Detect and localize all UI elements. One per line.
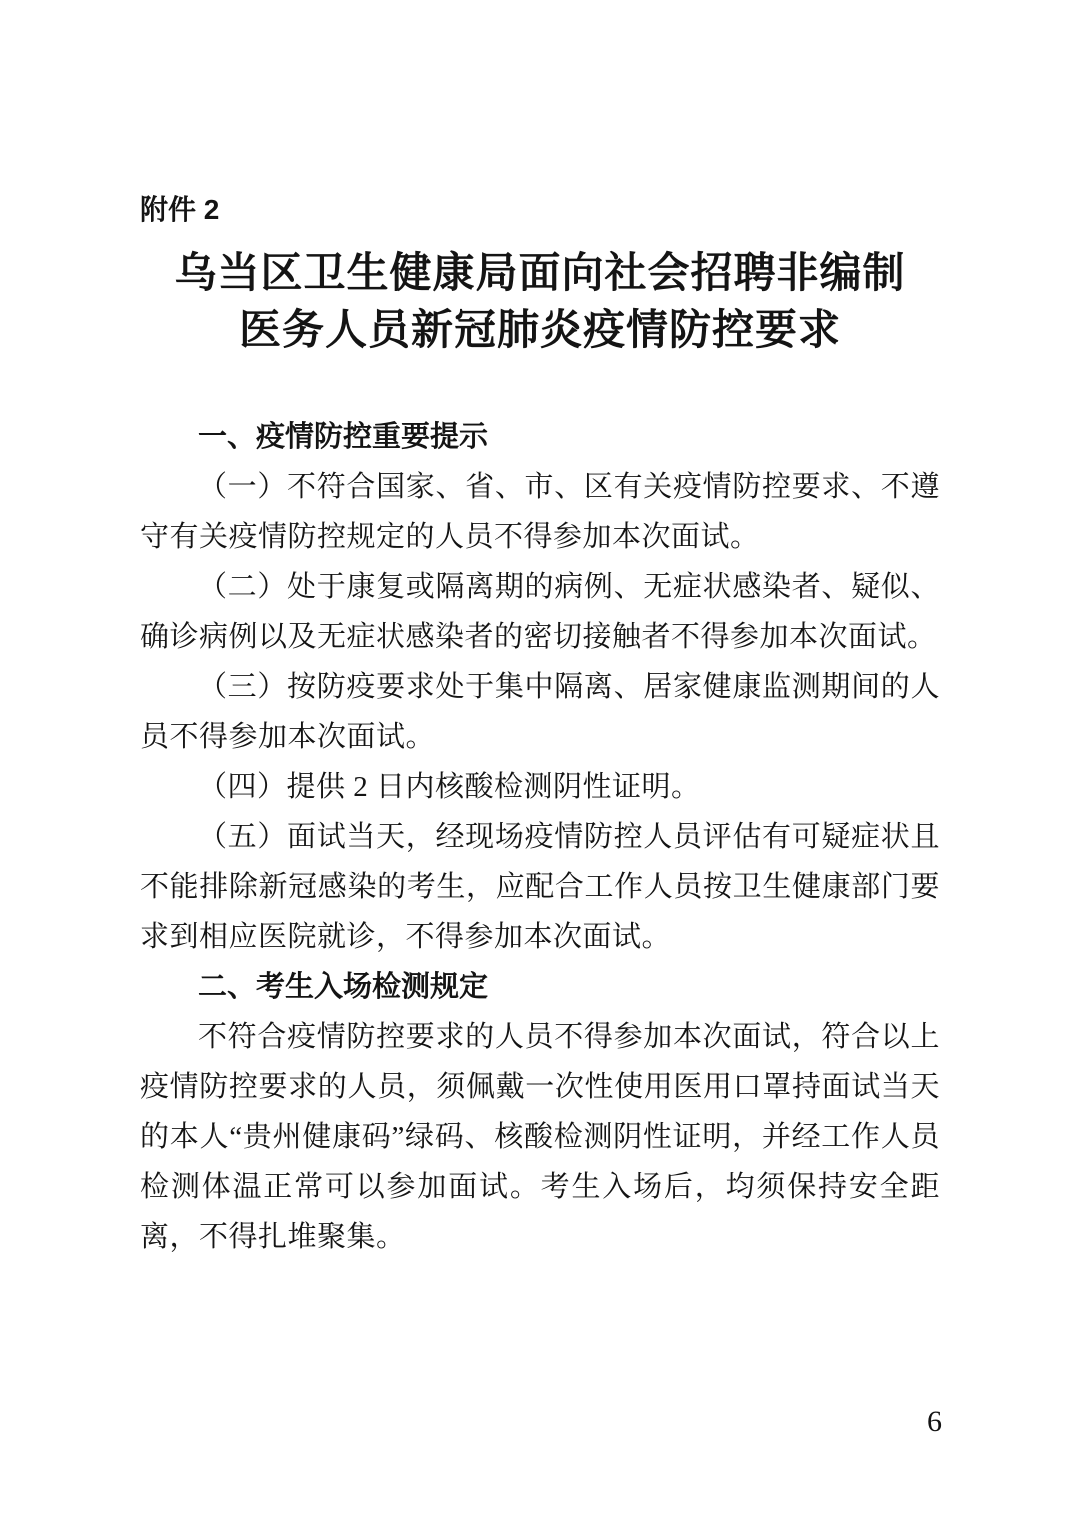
section-1-heading: 一、疫情防控重要提示 bbox=[198, 421, 489, 453]
document-title-line2: 医务人员新冠肺炎疫情防控要求 bbox=[238, 308, 841, 354]
document-title bbox=[140, 246, 940, 360]
section-1-paragraph-1: （一）不符合国家、省、市、区有关疫情防控要求、不遵守有关疫情防控规定的人员不得参加本次面试。 bbox=[140, 471, 940, 553]
attachment-label: 附件 2 bbox=[140, 194, 220, 225]
page-number: 6 bbox=[927, 1405, 942, 1438]
document-title-line1: 乌当区卫生健康局面向社会招聘非编制 bbox=[174, 251, 906, 297]
section-2-paragraph-1: 不符合疫情防控要求的人员不得参加本次面试，符合以上疫情防控要求的人员，须佩戴一次性使用医用口罩持面试当天的本人“贵州健康码”绿码、核酸检测阴性证明，并经工作人员检测体温正常可以参加面试。考生入场后，均须保持安全距离，不得扎堆聚集。 bbox=[140, 1021, 940, 1253]
section-1-paragraph-4: （四）提供 2 日内核酸检测阴性证明。 bbox=[198, 771, 701, 803]
section-1-paragraph-5: （五）面试当天，经现场疫情防控人员评估有可疑症状且不能排除新冠感染的考生，应配合工作人员按卫生健康部门要求到相应医院就诊，不得参加本次面试。 bbox=[140, 821, 940, 953]
section-1-paragraph-2: （二）处于康复或隔离期的病例、无症状感染者、疑似、确诊病例以及无症状感染者的密切接触者不得参加本次面试。 bbox=[140, 571, 940, 653]
section-entry-inspection-rules bbox=[140, 962, 940, 1262]
section-2-heading: 二、考生入场检测规定 bbox=[198, 971, 489, 1003]
section-epidemic-prevention-notice bbox=[140, 412, 940, 962]
section-1-paragraph-3: （三）按防疫要求处于集中隔离、居家健康监测期间的人员不得参加本次面试。 bbox=[140, 671, 940, 753]
